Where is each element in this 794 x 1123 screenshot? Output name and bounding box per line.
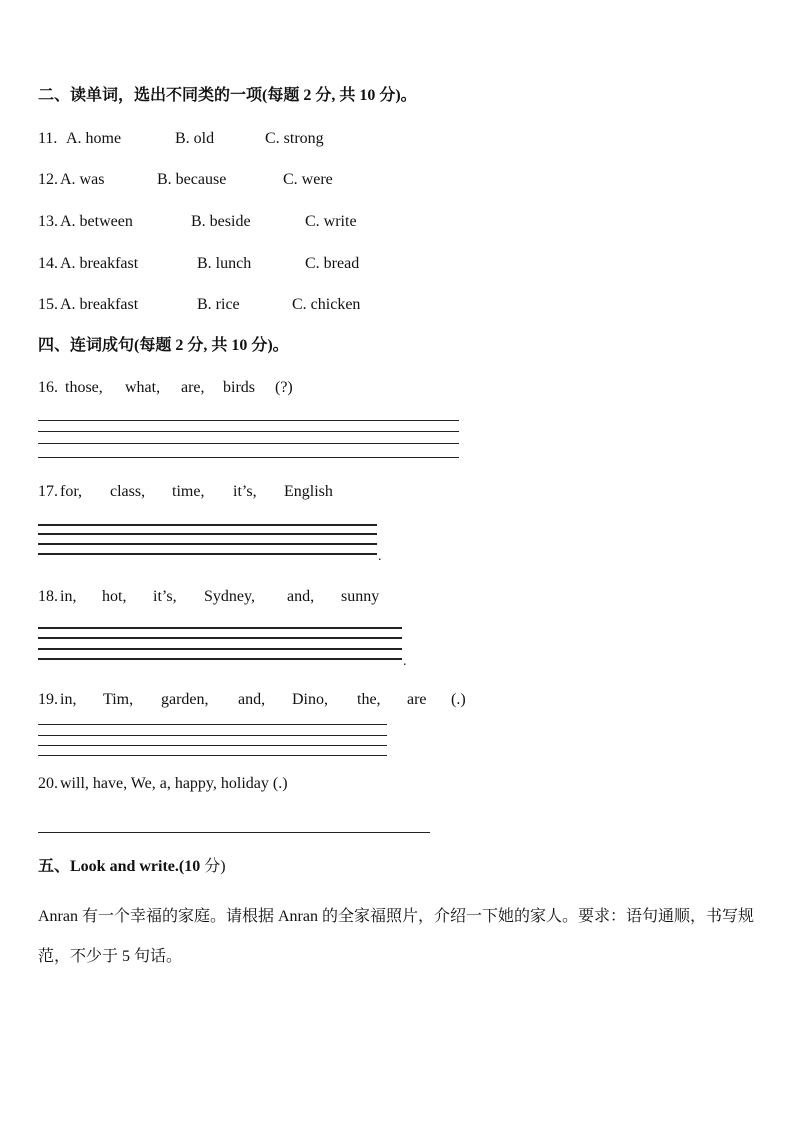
option-a: A. was bbox=[60, 171, 105, 188]
section-2-heading: 二、读单词，选出不同类的一项(每题 2 分, 共 10 分)。 bbox=[38, 87, 417, 104]
question-number: 14. bbox=[38, 255, 58, 272]
word: and, bbox=[238, 691, 266, 708]
section-5-heading bbox=[38, 857, 226, 877]
answer-line[interactable] bbox=[38, 543, 377, 545]
word: for, bbox=[60, 483, 83, 500]
word: time, bbox=[172, 483, 205, 500]
answer-line[interactable] bbox=[38, 553, 377, 555]
option-a: A. breakfast bbox=[60, 296, 139, 313]
question-number: 16. bbox=[38, 379, 58, 396]
option-c: C. write bbox=[305, 213, 357, 230]
answer-line[interactable] bbox=[38, 832, 430, 833]
word: in, bbox=[60, 691, 77, 708]
answer-line[interactable] bbox=[38, 431, 459, 432]
word: what, bbox=[125, 379, 161, 396]
answer-line[interactable] bbox=[38, 627, 402, 629]
answer-line[interactable] bbox=[38, 420, 459, 421]
answer-line[interactable] bbox=[38, 735, 387, 736]
option-b: B. because bbox=[157, 171, 227, 188]
option-a: A. breakfast bbox=[60, 255, 139, 272]
word: those, bbox=[65, 379, 103, 396]
option-b: B. beside bbox=[191, 213, 251, 230]
word: and, bbox=[287, 588, 315, 605]
section-5-instruction: Anran 有一个幸福的家庭。请根据 Anran 的全家福照片，介绍一下她的家人。要求：语句通顺，书写规范，不少于 5 句话。 bbox=[38, 908, 754, 965]
word: hot, bbox=[102, 588, 127, 605]
question-number: 15. bbox=[38, 296, 58, 313]
option-c: C. were bbox=[283, 171, 333, 188]
word: are, bbox=[181, 379, 205, 396]
question-number: 19. bbox=[38, 691, 58, 708]
word: the, bbox=[357, 691, 381, 708]
word: birds bbox=[223, 379, 255, 396]
option-b: B. rice bbox=[197, 296, 240, 313]
option-c: C. chicken bbox=[292, 296, 361, 313]
end-mark: . bbox=[378, 549, 382, 564]
answer-line[interactable] bbox=[38, 443, 459, 444]
answer-line[interactable] bbox=[38, 533, 377, 535]
word: sunny bbox=[341, 588, 380, 605]
section-5-heading-text: 五、Look and write.(10 bbox=[38, 858, 205, 875]
option-c: C. bread bbox=[305, 255, 360, 272]
option-a: A. home bbox=[66, 130, 122, 147]
sentence-words: will, have, We, a, happy, holiday (.) bbox=[60, 775, 288, 792]
question-number: 13. bbox=[38, 213, 58, 230]
word: in, bbox=[60, 588, 77, 605]
word: (.) bbox=[451, 691, 466, 708]
answer-line[interactable] bbox=[38, 658, 402, 660]
section-5-heading-suffix: 分) bbox=[204, 858, 226, 875]
answer-line[interactable] bbox=[38, 724, 387, 725]
answer-line[interactable] bbox=[38, 745, 387, 746]
answer-line[interactable] bbox=[38, 637, 402, 639]
word: class, bbox=[110, 483, 146, 500]
answer-line[interactable] bbox=[38, 524, 377, 526]
answer-line[interactable] bbox=[38, 648, 402, 650]
section-4-heading: 四、连词成句(每题 2 分, 共 10 分)。 bbox=[38, 337, 289, 354]
word: it’s, bbox=[233, 483, 257, 500]
question-number: 18. bbox=[38, 588, 58, 605]
word: garden, bbox=[161, 691, 209, 708]
question-number: 17. bbox=[38, 483, 58, 500]
word: are bbox=[407, 691, 427, 708]
answer-line[interactable] bbox=[38, 755, 387, 756]
word: Dino, bbox=[292, 691, 328, 708]
option-c: C. strong bbox=[265, 130, 324, 147]
question-number: 11. bbox=[38, 130, 58, 147]
option-a: A. between bbox=[60, 213, 133, 230]
end-mark: . bbox=[403, 654, 407, 669]
option-b: B. lunch bbox=[197, 255, 252, 272]
word: (?) bbox=[275, 379, 293, 396]
question-number: 20. bbox=[38, 775, 58, 792]
word: English bbox=[284, 483, 333, 500]
word: it’s, bbox=[153, 588, 177, 605]
question-number: 12. bbox=[38, 171, 58, 188]
option-b: B. old bbox=[175, 130, 215, 147]
answer-line[interactable] bbox=[38, 457, 459, 458]
word: Sydney, bbox=[204, 588, 255, 605]
word: Tim, bbox=[103, 691, 134, 708]
